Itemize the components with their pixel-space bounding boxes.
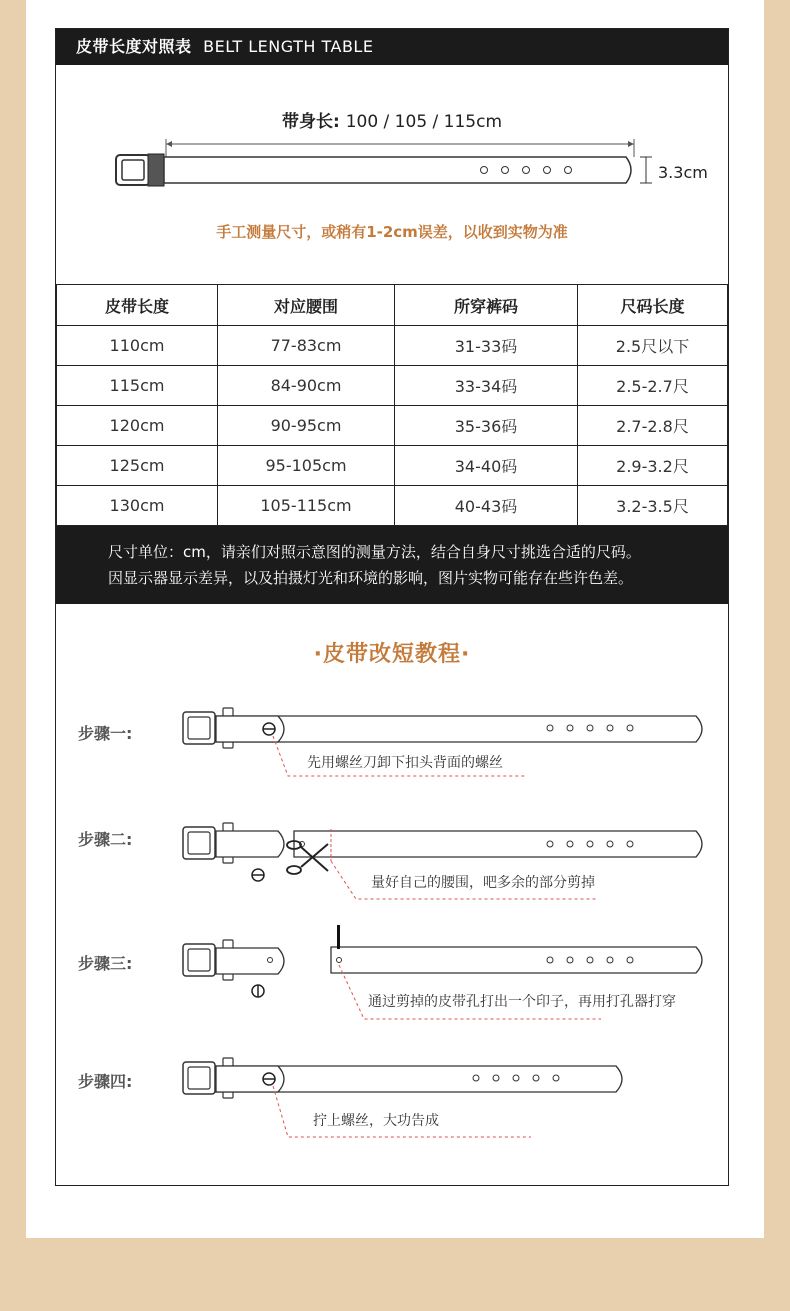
cell-pants-size: 31-33码 bbox=[395, 326, 578, 366]
header-pants-size: 所穿裤码 bbox=[395, 285, 578, 326]
cell-belt-length: 115cm bbox=[57, 366, 218, 406]
cell-pants-size: 33-34码 bbox=[395, 366, 578, 406]
cell-waist: 77-83cm bbox=[218, 326, 395, 366]
size-guide-frame bbox=[55, 28, 729, 1186]
header-title-en: BELT LENGTH TABLE bbox=[203, 37, 374, 56]
cell-waist: 105-115cm bbox=[218, 486, 395, 526]
cell-pants-size: 34-40码 bbox=[395, 446, 578, 486]
step-2-label: 步骤二: bbox=[78, 830, 133, 849]
measurement-note: 手工测量尺寸，或稍有1-2cm误差，以收到实物为准 bbox=[216, 223, 568, 241]
tutorial-title: ·皮带改短教程· bbox=[313, 642, 471, 667]
belt-width-label: 3.3cm bbox=[658, 163, 708, 182]
footer-note-line2: 因显示器显示差异，以及拍摄灯光和环境的影响，图片实物可能存在些许色差。 bbox=[108, 569, 634, 587]
cell-belt-length: 120cm bbox=[57, 406, 218, 446]
header-belt-length: 皮带长度 bbox=[57, 285, 218, 326]
cell-size-length: 2.5-2.7尺 bbox=[578, 366, 728, 406]
step-1-label: 步骤一: bbox=[78, 724, 133, 743]
cell-size-length: 2.9-3.2尺 bbox=[578, 446, 728, 486]
cell-pants-size: 40-43码 bbox=[395, 486, 578, 526]
cell-size-length: 3.2-3.5尺 bbox=[578, 486, 728, 526]
footer-note-line1: 尺寸单位：cm，请亲们对照示意图的测量方法，结合自身尺寸挑选合适的尺码。 bbox=[108, 543, 641, 561]
step-3-caption: 通过剪掉的皮带孔打出一个印子，再用打孔器打穿 bbox=[368, 994, 676, 1010]
step-4-caption: 拧上螺丝，大功告成 bbox=[313, 1113, 439, 1129]
cell-waist: 90-95cm bbox=[218, 406, 395, 446]
cell-belt-length: 110cm bbox=[57, 326, 218, 366]
cell-size-length: 2.7-2.8尺 bbox=[578, 406, 728, 446]
step-4-label: 步骤四: bbox=[78, 1072, 133, 1091]
step-3-label: 步骤三: bbox=[78, 954, 133, 973]
cell-belt-length: 125cm bbox=[57, 446, 218, 486]
cell-waist: 84-90cm bbox=[218, 366, 395, 406]
body-length-value: 100 / 105 / 115cm bbox=[345, 112, 503, 132]
cell-waist: 95-105cm bbox=[218, 446, 395, 486]
header-title-cn: 皮带长度对照表 bbox=[76, 37, 192, 56]
header-size-length: 尺码长度 bbox=[578, 285, 728, 326]
cell-belt-length: 130cm bbox=[57, 486, 218, 526]
cell-size-length: 2.5尺以下 bbox=[578, 326, 728, 366]
step-1-caption: 先用螺丝刀卸下扣头背面的螺丝 bbox=[307, 755, 503, 771]
body-length-key: 带身长: bbox=[281, 112, 340, 132]
step-2-caption: 量好自己的腰围，吧多余的部分剪掉 bbox=[371, 875, 595, 891]
header-waist: 对应腰围 bbox=[218, 285, 395, 326]
cell-pants-size: 35-36码 bbox=[395, 406, 578, 446]
